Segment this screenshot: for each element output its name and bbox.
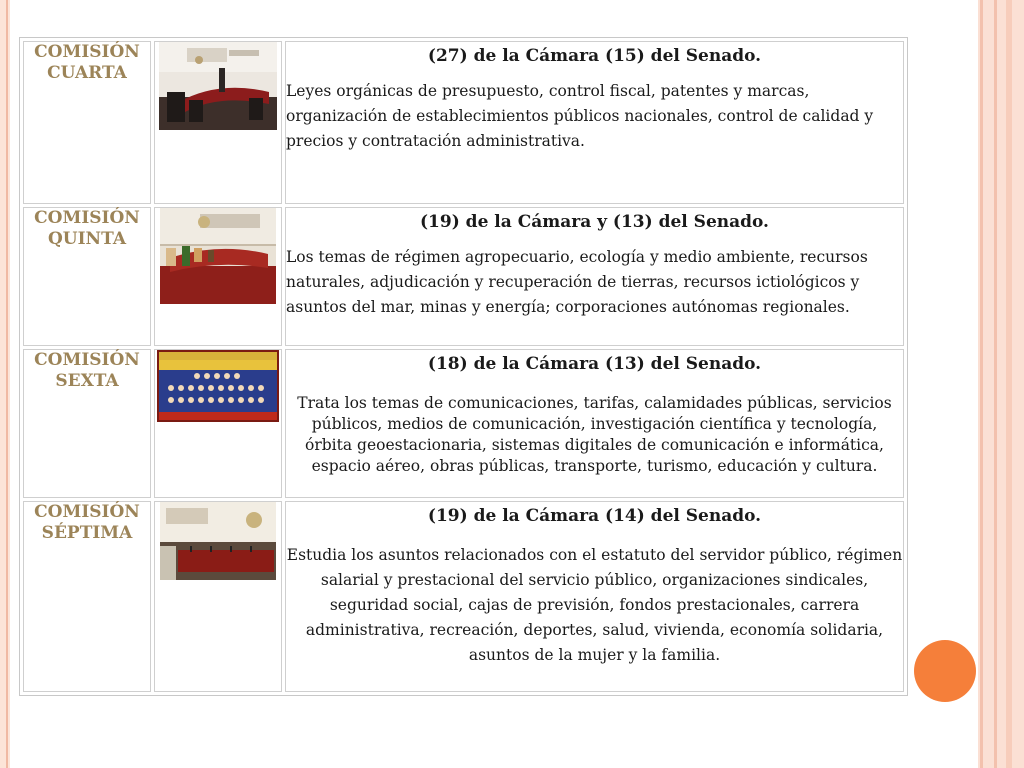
committee-name — [24, 208, 150, 250]
committee-name — [24, 502, 150, 544]
orange-circle-decoration — [914, 640, 976, 702]
committee-description: Trata los temas de comunicaciones, tarifas, calamidades públicas, servicios públicos, medios de comunicación, investigación científica y tecnología, órbita geoestacionaria, sistemas digitales de comunicación e informática, espacio aéreo, obras públicas, transporte, turismo, educación y cultura. — [297, 393, 892, 475]
committee-name-cell — [23, 501, 151, 692]
committee-heading: (18) de la Cámara (13) del Senado. — [427, 353, 762, 374]
committee-name-line1: COMISIÓN — [34, 42, 140, 62]
committee-name-line1: COMISIÓN — [34, 208, 140, 229]
committee-photo-cell — [154, 349, 282, 498]
committee-name-line2: QUINTA — [47, 229, 127, 250]
committee-name-line2: CUARTA — [47, 63, 127, 83]
committee-members-banner — [157, 350, 279, 422]
table-row — [23, 207, 904, 346]
committee-name — [24, 42, 150, 84]
committee-description: Leyes orgánicas de presupuesto, control fiscal, patentes y marcas, organización de establecimientos públicos nacionales, control de calidad y precios y contratación administrativa. — [286, 82, 874, 150]
table-row — [23, 501, 904, 692]
committee-name-cell — [23, 41, 151, 204]
committee-description-cell — [285, 349, 904, 498]
committee-room-photo — [160, 208, 276, 304]
committee-description: Los temas de régimen agropecuario, ecología y medio ambiente, recursos naturales, adjudicación y recuperación de tierras, recursos ictiológicos y asuntos del mar, minas y energía; corporaciones autónomas regionales. — [286, 248, 868, 317]
committee-room-photo — [159, 42, 277, 130]
committee-photo-cell — [154, 207, 282, 346]
committee-description-cell — [285, 207, 904, 346]
committee-description-cell — [285, 41, 904, 204]
committee-name-cell — [23, 207, 151, 346]
table-row — [23, 349, 904, 498]
left-decorative-stripe — [0, 0, 10, 768]
committees-table — [19, 37, 908, 696]
committee-heading: (19) de la Cámara y (13) del Senado. — [420, 212, 769, 233]
committee-description: Estudia los asuntos relacionados con el estatuto del servidor público, régimen salarial y prestacional del servicio público, organizaciones sindicales, seguridad social, cajas de previsión, fondos prestacionales, carrera administrativa, recreación, deportes, salud, vivienda, economía solidaria, asuntos de la mujer y la familia. — [286, 545, 903, 664]
committee-name — [24, 350, 150, 392]
committee-photo-cell — [154, 501, 282, 692]
committee-name-cell — [23, 349, 151, 498]
committee-room-photo — [160, 502, 276, 580]
right-decorative-stripes — [978, 0, 1024, 768]
committee-name-line2: SEXTA — [55, 370, 119, 391]
committee-heading: (19) de la Cámara (14) del Senado. — [427, 505, 762, 526]
committee-name-line2: SÉPTIMA — [41, 522, 133, 543]
committee-name-line1: COMISIÓN — [34, 501, 140, 522]
committee-photo-cell — [154, 41, 282, 204]
committee-description-cell — [285, 501, 904, 692]
committee-name-line1: COMISIÓN — [34, 349, 140, 370]
table-row — [23, 41, 904, 204]
committee-heading: (27) de la Cámara (15) del Senado. — [427, 46, 762, 66]
